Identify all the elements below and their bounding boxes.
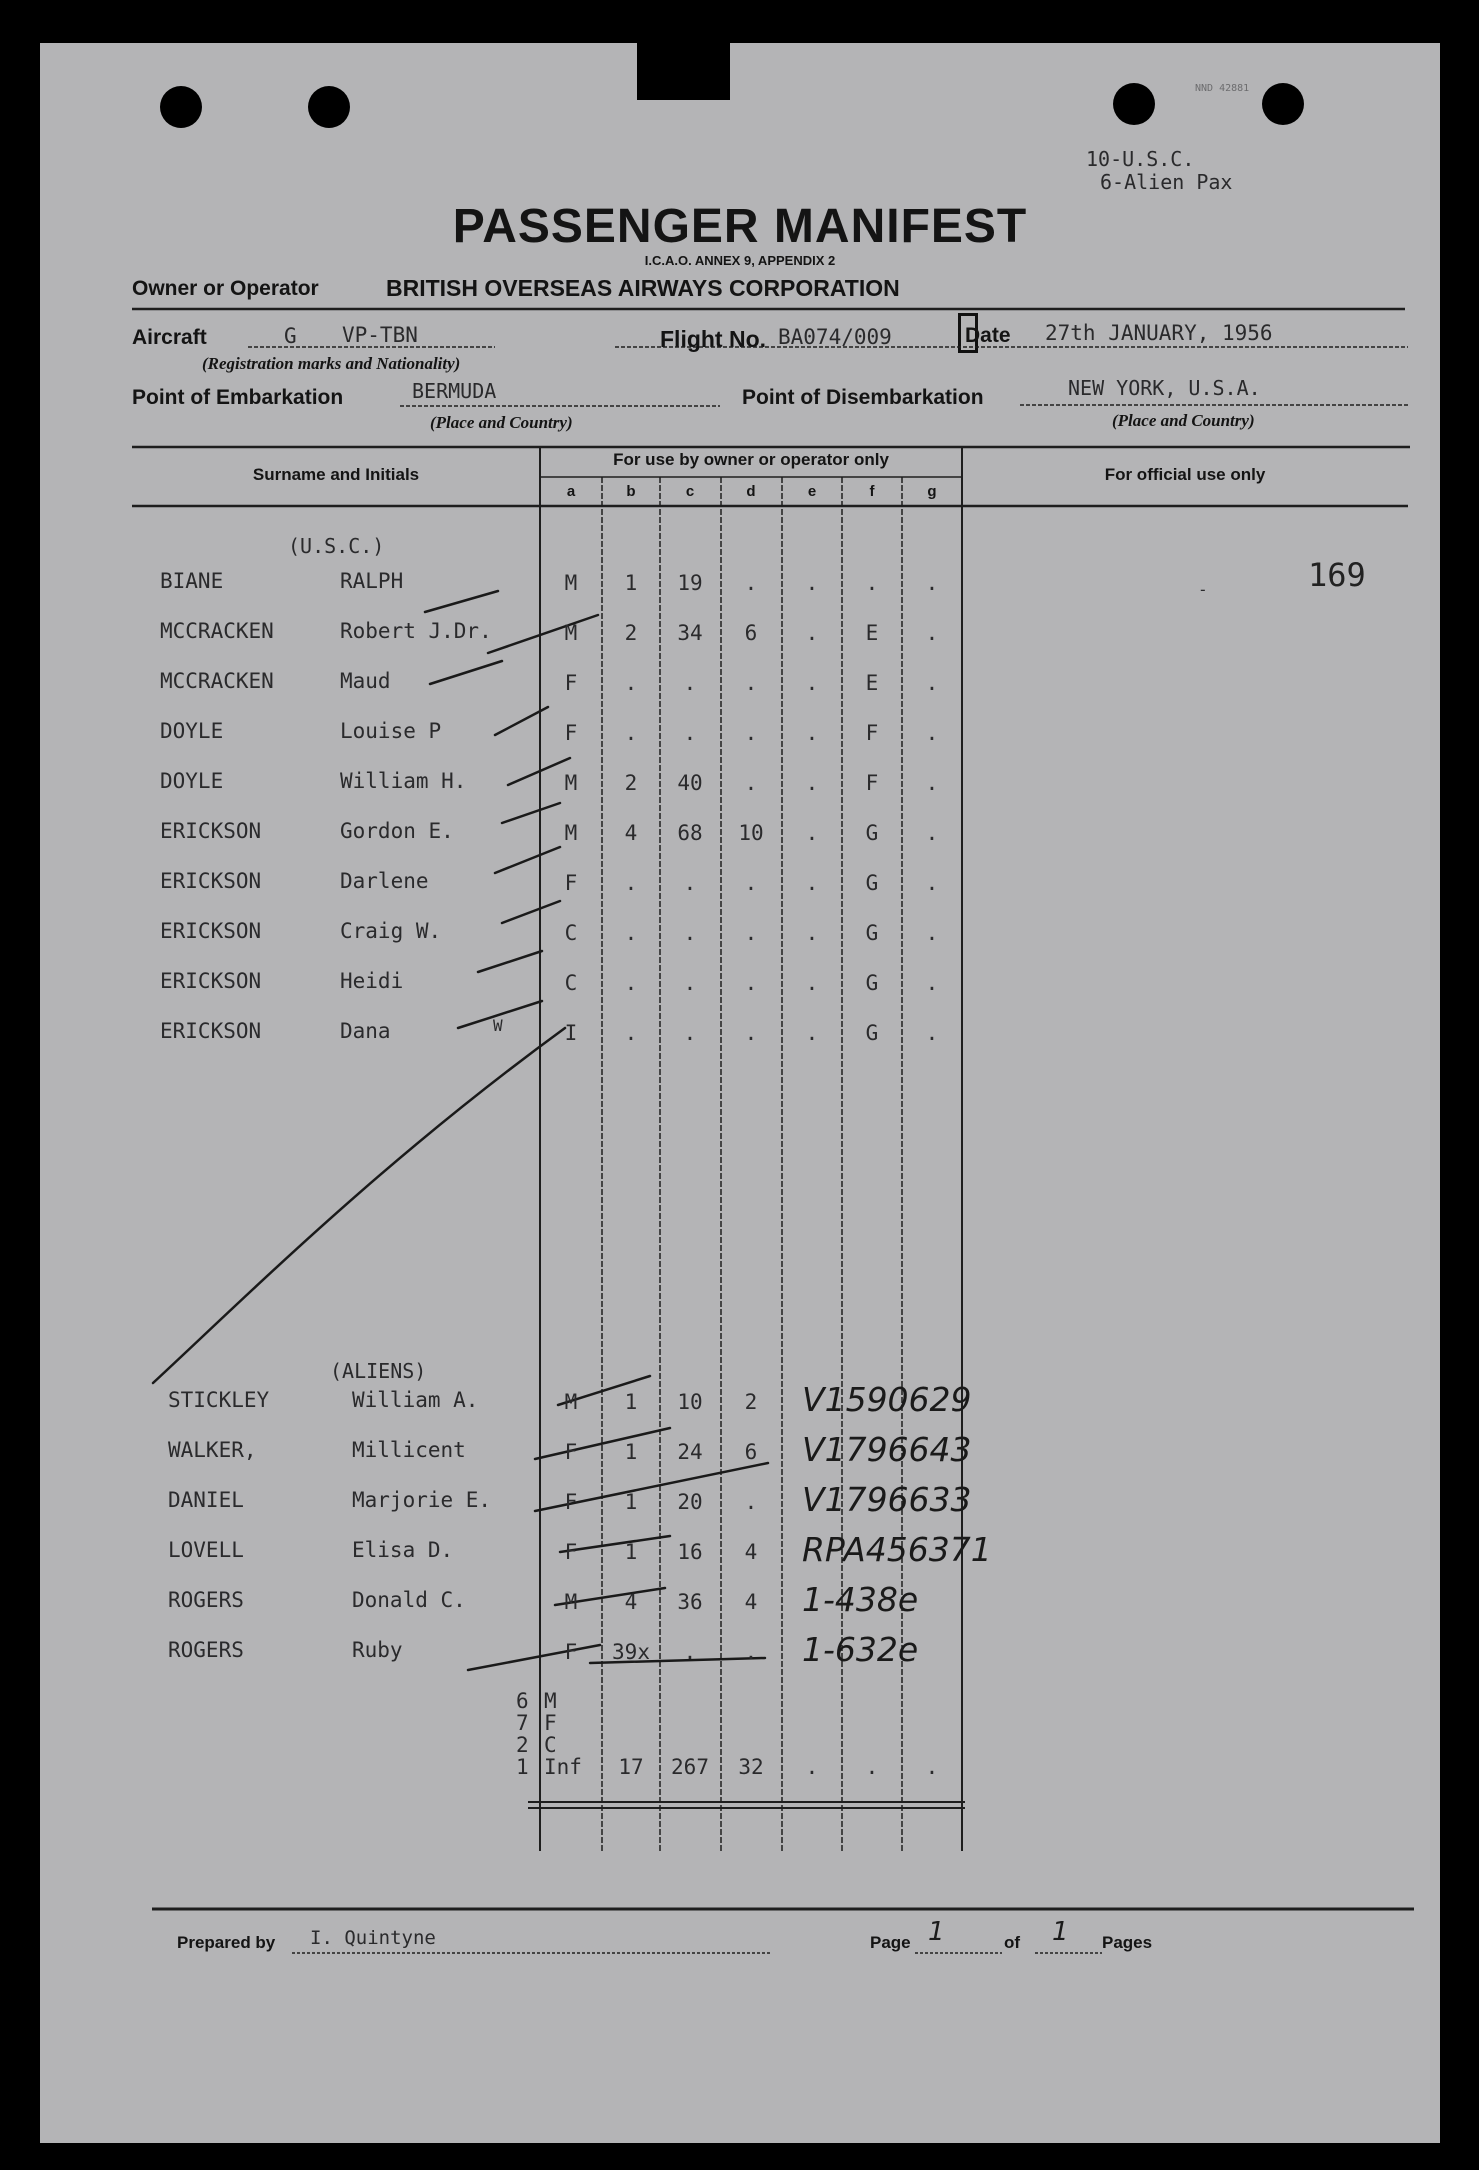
passenger-col-b: . <box>624 671 638 695</box>
passenger-col-c: 10 <box>677 1390 703 1414</box>
passenger-given-name: Dana <box>340 1019 391 1043</box>
pages-label: Pages <box>1102 1933 1153 1952</box>
total-col-c: 267 <box>671 1755 709 1779</box>
page-label: Page <box>870 1933 911 1952</box>
passenger-col-f: E <box>865 621 879 645</box>
passenger-given-name: Heidi <box>340 969 404 993</box>
passenger-col-b: . <box>624 871 638 895</box>
passenger-given-name: Robert J.Dr. <box>340 619 492 643</box>
passenger-surname: ERICKSON <box>160 969 262 993</box>
passenger-given-name: Craig W. <box>340 919 442 943</box>
passenger-surname: DOYLE <box>160 769 224 793</box>
total-col-g: . <box>925 1755 939 1779</box>
dana-mark: W <box>493 1016 503 1035</box>
passenger-col-c: . <box>683 871 697 895</box>
passenger-given-name: Marjorie E. <box>352 1488 492 1512</box>
total-col-f: . <box>865 1755 879 1779</box>
passenger-col-a: F <box>564 671 578 695</box>
passenger-col-b: . <box>624 921 638 945</box>
passenger-col-b: 4 <box>624 1590 638 1614</box>
passenger-col-d: . <box>744 971 758 995</box>
passenger-col-a: M <box>564 571 578 595</box>
passenger-col-a: M <box>564 621 578 645</box>
passenger-col-f: E <box>865 671 879 695</box>
passenger-col-e: . <box>805 1021 819 1045</box>
col-group-header: For use by owner or operator only <box>613 450 889 469</box>
passenger-col-d: . <box>744 1490 758 1514</box>
passenger-col-a: C <box>564 921 578 945</box>
passenger-surname: MCCRACKEN <box>160 619 274 643</box>
date-label: Date <box>965 324 1011 347</box>
prepared-by-value: I. Quintyne <box>310 1927 436 1949</box>
passenger-col-a: F <box>564 871 578 895</box>
passenger-col-g: . <box>925 671 939 695</box>
passenger-surname: ROGERS <box>168 1588 244 1612</box>
passenger-col-d: . <box>744 671 758 695</box>
passenger-given-name: Ruby <box>352 1638 403 1662</box>
passenger-col-f: G <box>865 1021 879 1045</box>
passenger-col-a: I <box>564 1021 578 1045</box>
embarkation-value: BERMUDA <box>412 379 497 403</box>
passenger-col-a: M <box>564 821 578 845</box>
handwritten-document-number: 1-438e <box>802 1580 919 1619</box>
passenger-col-g: . <box>925 871 939 895</box>
disembarkation-label: Point of Disembarkation <box>742 386 984 409</box>
section-aliens-label: (ALIENS) <box>330 1359 427 1383</box>
passenger-col-a: M <box>564 771 578 795</box>
passenger-col-d: 6 <box>744 1440 758 1464</box>
passenger-col-a: F <box>564 1490 578 1514</box>
passenger-col-f: . <box>865 571 879 595</box>
form-lines <box>40 43 1440 2143</box>
passenger-given-name: Donald C. <box>352 1588 466 1612</box>
stamp-id: NND 42881 <box>1195 83 1250 94</box>
passenger-col-f: G <box>865 971 879 995</box>
corner-note-line1: 10-U.S.C. <box>1086 147 1195 171</box>
passenger-col-d: . <box>744 1021 758 1045</box>
passenger-col-e: . <box>805 721 819 745</box>
passenger-col-b: . <box>624 1021 638 1045</box>
total-count: 2 <box>516 1733 529 1757</box>
passenger-col-f: G <box>865 821 879 845</box>
col-name-header: Surname and Initials <box>252 465 420 484</box>
passenger-col-g: . <box>925 771 939 795</box>
total-col-b: 17 <box>618 1755 644 1779</box>
col-letter-e: e <box>807 483 817 500</box>
passenger-col-b: 1 <box>624 571 638 595</box>
handwritten-document-number: RPA456371 <box>802 1530 992 1569</box>
col-letter-g: g <box>927 483 937 500</box>
passenger-given-name: Maud <box>340 669 391 693</box>
passenger-col-f: G <box>865 921 879 945</box>
total-count-label: F <box>544 1711 557 1735</box>
passenger-col-a: F <box>564 1540 578 1564</box>
disembarkation-note: (Place and Country) <box>1112 411 1255 430</box>
handwritten-document-number: V1590629 <box>802 1380 972 1419</box>
passenger-col-d: . <box>744 571 758 595</box>
passenger-col-a: F <box>564 1440 578 1464</box>
passenger-col-g: . <box>925 971 939 995</box>
passenger-given-name: William H. <box>340 769 467 793</box>
passenger-col-e: . <box>805 971 819 995</box>
passenger-given-name: William A. <box>352 1388 479 1412</box>
passenger-given-name: Elisa D. <box>352 1538 454 1562</box>
aircraft-label: Aircraft <box>132 326 207 349</box>
aircraft-note: (Registration marks and Nationality) <box>202 354 461 373</box>
owner-label: Owner or Operator <box>132 277 319 300</box>
total-count-label: Inf <box>544 1755 582 1779</box>
owner-value: BRITISH OVERSEAS AIRWAYS CORPORATION <box>386 275 900 301</box>
handwritten-document-number: V1796633 <box>802 1480 972 1519</box>
passenger-given-name: RALPH <box>340 569 404 593</box>
passenger-surname: ROGERS <box>168 1638 244 1662</box>
flight-label: Flight No. <box>660 326 767 352</box>
passenger-given-name: Gordon E. <box>340 819 454 843</box>
total-count: 6 <box>516 1689 529 1713</box>
passenger-col-e: . <box>805 571 819 595</box>
embarkation-label: Point of Embarkation <box>132 386 344 409</box>
page-title: PASSENGER MANIFEST <box>452 200 1028 253</box>
passenger-col-f: F <box>865 721 879 745</box>
total-col-d: 32 <box>738 1755 764 1779</box>
passenger-col-c: . <box>683 721 697 745</box>
total-count-label: M <box>544 1689 557 1713</box>
passenger-surname: WALKER, <box>168 1438 257 1462</box>
passenger-col-e: . <box>805 671 819 695</box>
passenger-col-d: 10 <box>738 821 764 845</box>
passenger-col-c: 40 <box>677 771 703 795</box>
passenger-col-b: 1 <box>624 1390 638 1414</box>
passenger-col-c: . <box>683 921 697 945</box>
embarkation-note: (Place and Country) <box>430 413 573 432</box>
of-value: 1 <box>1052 1917 1069 1947</box>
passenger-col-a: F <box>564 1640 578 1664</box>
page-subtitle: I.C.A.O. ANNEX 9, APPENDIX 2 <box>644 253 836 268</box>
passenger-col-c: . <box>683 1021 697 1045</box>
passenger-col-e: . <box>805 821 819 845</box>
passenger-col-b: 1 <box>624 1440 638 1464</box>
passenger-surname: ERICKSON <box>160 819 262 843</box>
passenger-col-g: . <box>925 821 939 845</box>
passenger-col-d: . <box>744 921 758 945</box>
prepared-by-label: Prepared by <box>177 1933 276 1952</box>
passenger-col-c: 68 <box>677 821 703 845</box>
passenger-col-c: 36 <box>677 1590 703 1614</box>
passenger-col-g: . <box>925 571 939 595</box>
passenger-col-a: C <box>564 971 578 995</box>
of-label: of <box>1004 1933 1021 1952</box>
passenger-col-c: 20 <box>677 1490 703 1514</box>
passenger-col-b: 4 <box>624 821 638 845</box>
passenger-col-d: . <box>744 721 758 745</box>
total-count: 1 <box>516 1755 529 1779</box>
total-count-label: C <box>544 1733 557 1757</box>
official-number: 169 <box>1308 556 1366 594</box>
passenger-col-a: F <box>564 721 578 745</box>
passenger-col-d: 4 <box>744 1540 758 1564</box>
passenger-given-name: Louise P <box>340 719 442 743</box>
col-letter-b: b <box>626 483 636 500</box>
passenger-col-g: . <box>925 621 939 645</box>
passenger-surname: DOYLE <box>160 719 224 743</box>
passenger-col-c: 24 <box>677 1440 703 1464</box>
passenger-col-e: . <box>805 771 819 795</box>
passenger-col-f: G <box>865 871 879 895</box>
official-mark: - <box>1198 580 1208 599</box>
col-official-header: For official use only <box>1104 465 1266 484</box>
passenger-col-e: . <box>805 871 819 895</box>
passenger-col-b: . <box>624 971 638 995</box>
passenger-surname: BIANE <box>160 569 224 593</box>
col-letter-f: f <box>869 483 875 500</box>
manifest-paper <box>40 43 1440 2143</box>
passenger-col-d: 4 <box>744 1590 758 1614</box>
passenger-col-b: 1 <box>624 1540 638 1564</box>
passenger-col-f: F <box>865 771 879 795</box>
passenger-col-c: 34 <box>677 621 703 645</box>
handwritten-document-number: V1796643 <box>802 1430 972 1469</box>
passenger-col-c: 19 <box>677 571 703 595</box>
col-letter-a: a <box>566 483 576 500</box>
passenger-col-b: . <box>624 721 638 745</box>
passenger-col-d: 6 <box>744 621 758 645</box>
passenger-surname: DANIEL <box>168 1488 244 1512</box>
handwritten-document-number: 1-632e <box>802 1630 919 1669</box>
passenger-col-c: . <box>683 971 697 995</box>
disembarkation-value: NEW YORK, U.S.A. <box>1068 376 1261 400</box>
passenger-given-name: Millicent <box>352 1438 466 1462</box>
passenger-col-g: . <box>925 921 939 945</box>
aircraft-value: VP-TBN <box>342 323 418 347</box>
passenger-col-a: M <box>564 1590 578 1614</box>
corner-note-line2: 6-Alien Pax <box>1100 170 1233 194</box>
passenger-col-c: . <box>683 671 697 695</box>
aircraft-prefix: G <box>284 324 297 348</box>
section-usc-label: (U.S.C.) <box>288 534 385 558</box>
passenger-col-b: 2 <box>624 621 638 645</box>
passenger-surname: ERICKSON <box>160 869 262 893</box>
passenger-col-e: . <box>805 621 819 645</box>
passenger-given-name: Darlene <box>340 869 429 893</box>
passenger-col-e: . <box>805 921 819 945</box>
passenger-col-a: M <box>564 1390 578 1414</box>
passenger-col-b: 39x <box>612 1640 650 1664</box>
date-value: 27th JANUARY, 1956 <box>1045 321 1273 345</box>
passenger-surname: STICKLEY <box>168 1388 270 1412</box>
passenger-col-c: . <box>683 1640 697 1664</box>
total-col-e: . <box>805 1755 819 1779</box>
passenger-col-g: . <box>925 721 939 745</box>
passenger-col-g: . <box>925 1021 939 1045</box>
passenger-col-b: 1 <box>624 1490 638 1514</box>
passenger-col-d: 2 <box>744 1390 758 1414</box>
passenger-col-d: . <box>744 1640 758 1664</box>
page-value: 1 <box>928 1917 945 1947</box>
passenger-surname: ERICKSON <box>160 1019 262 1043</box>
passenger-surname: MCCRACKEN <box>160 669 274 693</box>
passenger-col-b: 2 <box>624 771 638 795</box>
col-letter-c: c <box>685 483 695 500</box>
flight-value: BA074/009 <box>778 325 892 349</box>
passenger-col-d: . <box>744 771 758 795</box>
passenger-surname: ERICKSON <box>160 919 262 943</box>
passenger-surname: LOVELL <box>168 1538 244 1562</box>
passenger-col-c: 16 <box>677 1540 703 1564</box>
col-letter-d: d <box>746 483 756 500</box>
total-count: 7 <box>516 1711 529 1735</box>
passenger-col-d: . <box>744 871 758 895</box>
